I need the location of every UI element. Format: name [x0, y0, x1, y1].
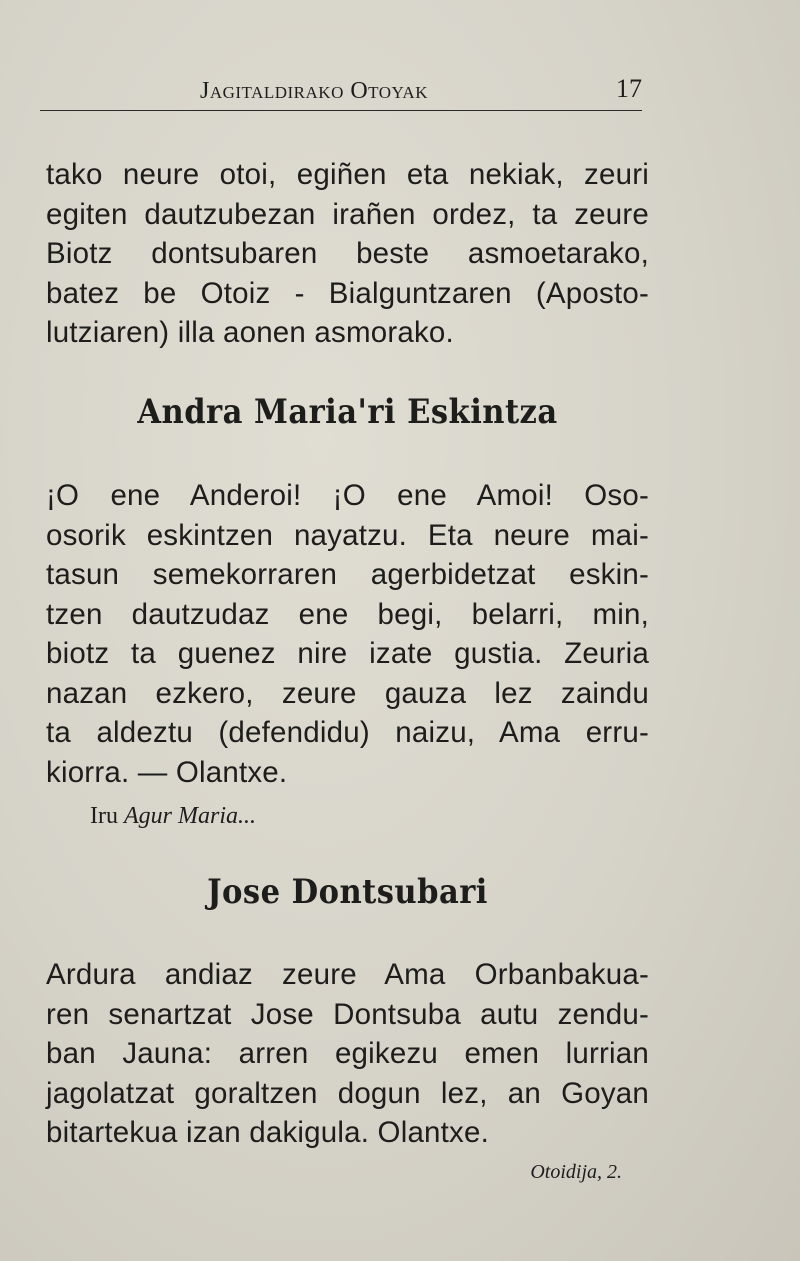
joseph-paragraph	[46, 955, 649, 1153]
text-line: ren senartzat Jose Dontsuba autu zendu-	[46, 997, 649, 1031]
text-line: lutziaren) illa aonen asmorako.	[46, 316, 454, 349]
text-line: nazan ezkero, zeure gauza lez zaindu	[46, 676, 649, 710]
mary-heading: Andra Maria'ri Eskintza	[137, 392, 558, 432]
text-line: batez be Otoiz - Bialguntzaren (Aposto-	[46, 276, 649, 310]
text-line: Ardura andiaz zeure Ama Orbanbakua-	[46, 958, 649, 991]
text-line: jagolatzat goraltzen dogun lez, an Goyan	[46, 1076, 649, 1110]
prayer-note-italic: Agur Maria...	[123, 803, 256, 829]
prayer-note	[90, 803, 256, 830]
text-line: Biotz dontsubaren beste asmoetarako,	[46, 237, 649, 270]
text-line: tzen dautzudaz ene begi, belarri, min,	[46, 597, 649, 631]
text-line: ta aldeztu (defendidu) naizu, Ama erru-	[46, 716, 649, 749]
text-line: kiorra. — Olantxe.	[46, 755, 288, 789]
text-line: ¡O ene Anderoi! ¡O ene Amoi! Oso-	[46, 479, 649, 512]
text-line: ban Jauna: arren egikezu emen lurrian	[46, 1037, 649, 1070]
mary-paragraph	[46, 476, 649, 792]
text-line: biotz ta guenez nire izate gustia. Zeuria	[46, 637, 649, 670]
text-line: osorik eskintzen nayatzu. Eta neure mai-	[46, 518, 649, 552]
text-line: bitartekua izan dakigula. Olantxe.	[46, 1116, 490, 1149]
page-number: 17	[616, 74, 642, 103]
prayer-note-prefix: Iru	[90, 803, 124, 829]
intro-paragraph	[46, 155, 649, 353]
running-title: Jagitaldirako Otoyak	[200, 78, 428, 104]
text-line: egiten dautzubezan irañen ordez, ta zeure	[46, 197, 649, 231]
running-head	[40, 70, 642, 111]
joseph-heading: Jose Dontsubari	[207, 872, 488, 912]
text-line: tako neure otoi, egiñen eta nekiak, zeuri	[46, 158, 649, 191]
source-signature: Otoidija, 2.	[530, 1161, 622, 1183]
text-line: tasun semekorraren agerbidetzat eskin-	[46, 558, 649, 591]
